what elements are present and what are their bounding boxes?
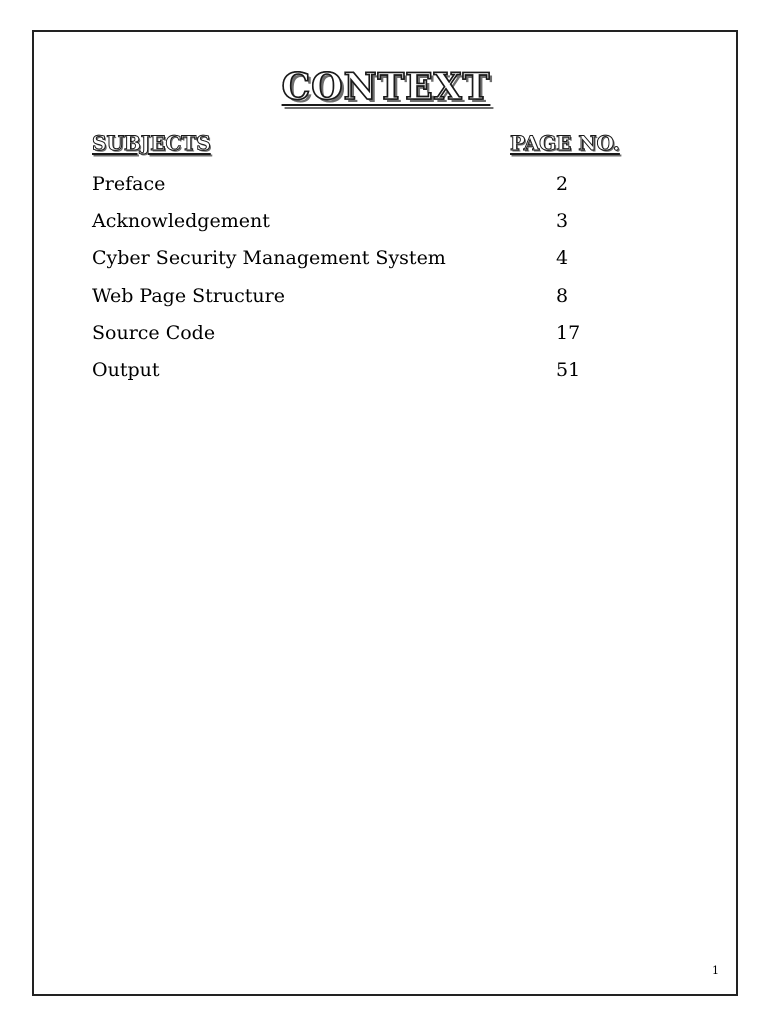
page-title: CONTEXT — [281, 66, 491, 108]
toc-page-number: 3 — [556, 210, 569, 232]
subjects-column-header: SUBJECTS — [92, 131, 211, 155]
toc-subject: Web Page Structure — [92, 285, 285, 307]
toc-subject: Output — [92, 359, 160, 381]
toc-row — [0, 210, 768, 240]
toc-page-number: 2 — [556, 173, 569, 195]
footer-page-number: 1 — [712, 964, 719, 977]
toc-row — [0, 285, 768, 315]
toc-subject: Preface — [92, 173, 166, 195]
toc-subject: Cyber Security Management System — [92, 247, 446, 269]
toc-page-number: 4 — [556, 247, 569, 269]
toc-page-number: 51 — [556, 359, 581, 381]
toc-row — [0, 173, 768, 203]
toc-subject: Source Code — [92, 322, 216, 344]
toc-page-number: 17 — [556, 322, 581, 344]
page-no-column-header: PAGE NO. — [510, 131, 620, 155]
toc-row — [0, 247, 768, 277]
toc-page-number: 8 — [556, 285, 569, 307]
toc-row — [0, 322, 768, 352]
toc-subject: Acknowledgement — [92, 210, 270, 232]
toc-row — [0, 359, 768, 389]
